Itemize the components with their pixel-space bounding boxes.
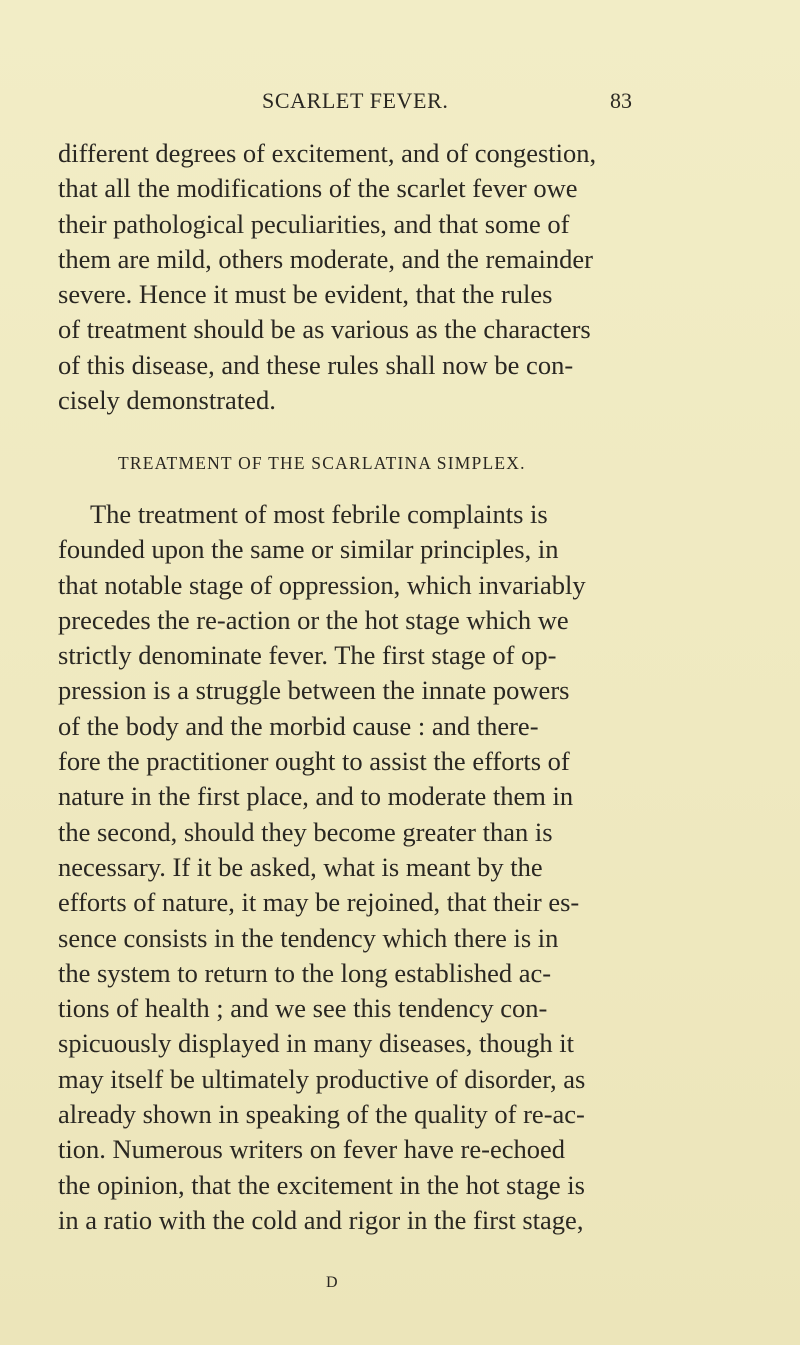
paragraph-continued bbox=[58, 136, 698, 418]
text-line: the second, should they become greater than is bbox=[58, 816, 553, 847]
page-number: 83 bbox=[610, 88, 632, 113]
text-line: the system to return to the long established ac- bbox=[58, 957, 552, 988]
signature-mark: D bbox=[326, 1274, 339, 1291]
section-heading: TREATMENT OF THE SCARLATINA SIMPLEX. bbox=[118, 453, 526, 473]
text-line: tions of health ; and we see this tendency con- bbox=[58, 993, 548, 1024]
text-line: cisely demonstrated. bbox=[58, 385, 276, 416]
text-line: severe. Hence it must be evident, that the rules bbox=[58, 279, 553, 310]
running-title: SCARLET FEVER. bbox=[262, 88, 449, 113]
text-line: pression is a struggle between the innate powers bbox=[58, 675, 570, 706]
paragraph-treatment bbox=[58, 497, 698, 1238]
text-line: that notable stage of oppression, which invariably bbox=[58, 569, 586, 600]
text-line: founded upon the same or similar principles, in bbox=[58, 534, 559, 565]
text-line: in a ratio with the cold and rigor in the first stage, bbox=[58, 1204, 584, 1235]
text-line: efforts of nature, it may be rejoined, that their es- bbox=[58, 887, 580, 918]
text-line: that all the modifications of the scarlet fever owe bbox=[58, 173, 578, 204]
text-line: spicuously displayed in many diseases, though it bbox=[58, 1028, 574, 1059]
text-line: different degrees of excitement, and of congestion, bbox=[58, 138, 597, 168]
text-line: strictly denominate fever. The first stage of op- bbox=[58, 640, 557, 671]
text-line: sence consists in the tendency which there is in bbox=[58, 922, 559, 953]
text-line: of treatment should be as various as the characters bbox=[58, 314, 591, 345]
text-line: them are mild, others moderate, and the remainder bbox=[58, 243, 593, 274]
text-line: precedes the re-action or the hot stage which we bbox=[58, 604, 569, 635]
running-head bbox=[58, 88, 758, 122]
text-line: tion. Numerous writers on fever have re-echoed bbox=[58, 1134, 565, 1165]
text-line: of the body and the morbid cause : and there- bbox=[58, 710, 539, 741]
text-line: nature in the first place, and to moderate them in bbox=[58, 781, 574, 812]
text-line: may itself be ultimately productive of disorder, as bbox=[58, 1063, 586, 1094]
text-line: necessary. If it be asked, what is meant by the bbox=[58, 851, 543, 882]
text-line: of this disease, and these rules shall now be con- bbox=[58, 349, 574, 380]
text-line: fore the practitioner ought to assist the efforts of bbox=[58, 746, 570, 777]
text-line: their pathological peculiarities, and that some of bbox=[58, 208, 570, 239]
text-line: The treatment of most febrile complaints is bbox=[90, 499, 548, 529]
text-line: the opinion, that the excitement in the hot stage is bbox=[58, 1169, 585, 1200]
text-line: already shown in speaking of the quality of re-ac- bbox=[58, 1099, 585, 1130]
